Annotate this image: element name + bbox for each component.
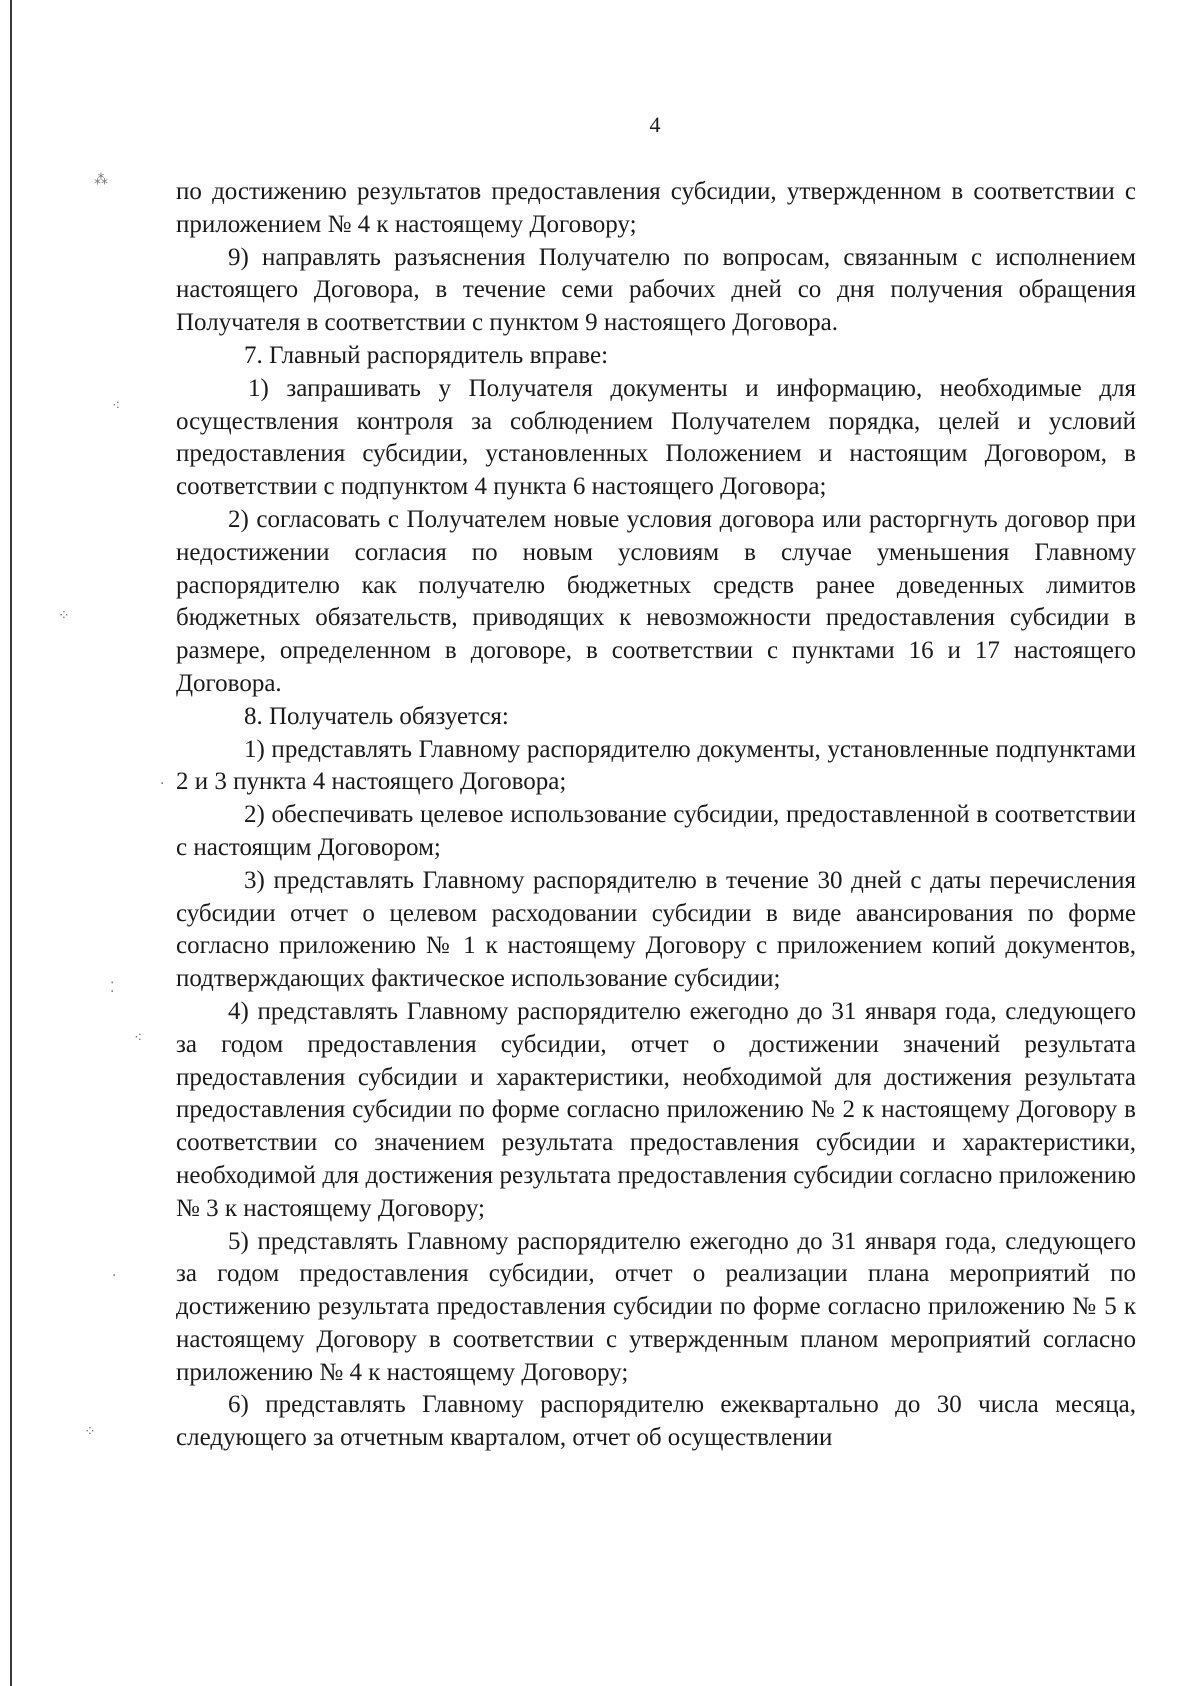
scan-speck-mark: ⁖ (112, 398, 121, 414)
section-heading-8: 8. Получатель обязуется: (244, 702, 509, 730)
scan-speck-mark: · (112, 1268, 117, 1284)
scan-edge-line (10, 0, 12, 1686)
scan-speck-mark: ⁘ (84, 1424, 96, 1440)
paragraph-8-4: 4) представлять Главному распорядителю ежегодно до 31 января года, следующего за годом предоставления субсидии, отчет о достижении значений результата предоставления субсидии и характеристики, необходимой для достижения результата предоставления субсидии по форме согласно приложению № 2 к настоящему Договору в соответствии со значением результата предоставления субсидии и характеристики, необходимой для достижения результата предоставления субсидии согласно приложению № 3 к настоящему Договору; (176, 997, 1136, 1222)
scan-speck-mark: ⁚ (110, 980, 115, 996)
paragraph-continuation: по достижению результатов предоставления субсидии, утвержденном в соответствии с приложением № 4 к настоящему Договору; (176, 178, 1136, 238)
paragraph-8-5: 5) представлять Главному распорядителю ежегодно до 31 января года, следующего за годом предоставления субсидии, отчет о реализации плана мероприятий по достижению результата предоставления субсидии по форме согласно приложению № 5 к настоящему Договору в соответствии с утвержденным планом мероприятий согласно приложению № 4 к настоящему Договору; (176, 1227, 1136, 1386)
scan-speck-mark: ⁘ (58, 608, 70, 624)
paragraph-8-2: 2) обеспечивать целевое использование субсидии, предоставленной в соответствии с настоящим Договором; (176, 801, 1136, 861)
paragraph-8-6: 6) представлять Главному распорядителю ежеквартально до 30 числа месяца, следующего за отчетным кварталом, отчет об осуществлении (176, 1391, 1136, 1452)
section-heading-7: 7. Главный распорядитель вправе: (244, 341, 609, 369)
paragraph-7-1: 1) запрашивать у Получателя документы и информацию, необходимые для осуществления контроля за соблюдением Получателем порядка, целей и условий предоставления субсидии, установленных Положением и настоящим Договором, в соответствии с подпунктом 4 пункта 6 настоящего Договора; (176, 374, 1136, 501)
paragraph-item-9: 9) направлять разъяснения Получателю по вопросам, связанным с исполнением настоящего Договора, в течение семи рабочих дней со дня получения обращения Получателя в соответствии с пунктом 9 настоящего Договора. (176, 243, 1136, 337)
scan-speck-mark: ⁖ (134, 1030, 143, 1046)
page-number: 4 (649, 112, 661, 137)
scan-speck-mark: · (160, 776, 165, 792)
paragraph-8-1: 1) представлять Главному распорядителю документы, установленные подпунктами 2 и 3 пункта 4 настоящего Договора; (176, 735, 1136, 796)
document-body (176, 176, 1136, 1455)
paragraph-7-2: 2) согласовать с Получателем новые условия договора или расторгнуть договор при недостижении согласия по новым условиям в случае уменьшения Главному распорядителю как получателю бюджетных средств ранее доведенных лимитов бюджетных обязательств, приводящих к невозможности предоставления субсидии в размере, определенном в договоре, в соответствии с пунктами 16 и 17 настоящего Договора. (176, 505, 1136, 697)
paragraph-8-3: 3) представлять Главному распорядителю в течение 30 дней с даты перечисления субсидии отчет о целевом расходовании субсидии в виде авансирования по форме согласно приложению № 1 к настоящему Договору с приложением копий документов, подтверждающих фактическое использование субсидии; (176, 866, 1136, 993)
scan-speck-mark: ⁂ (94, 172, 108, 188)
